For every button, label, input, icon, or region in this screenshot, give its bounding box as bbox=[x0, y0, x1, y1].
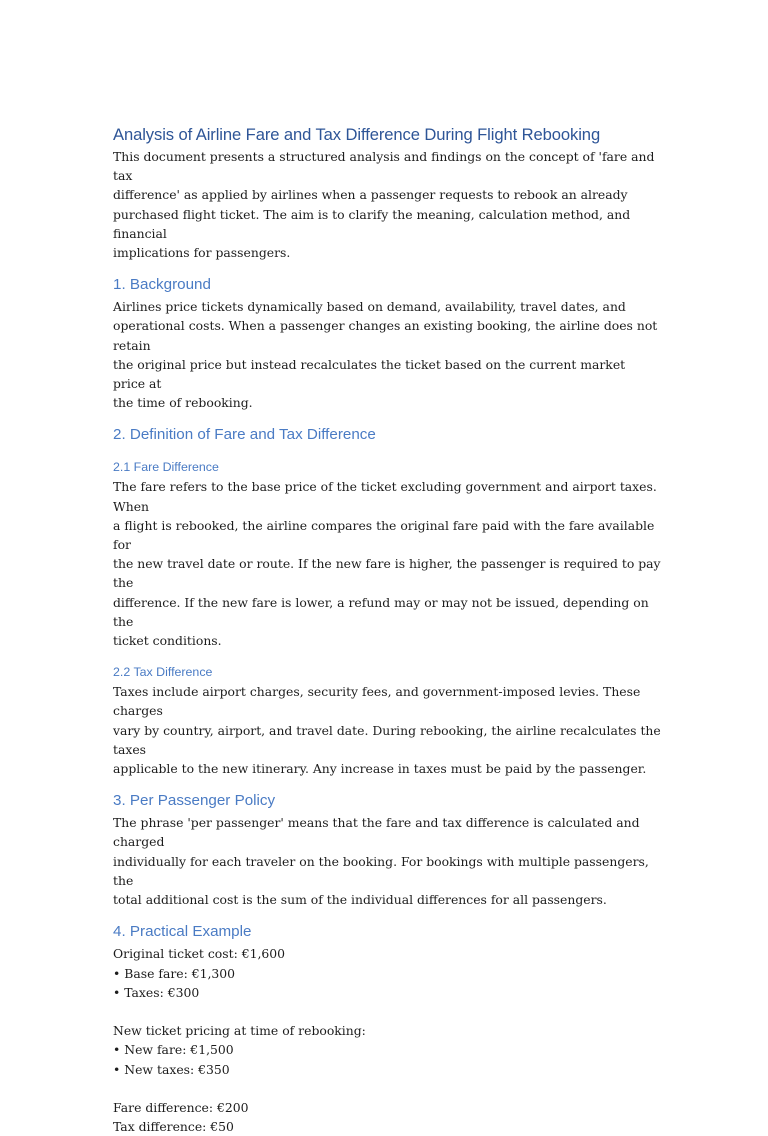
spacer bbox=[113, 1079, 661, 1098]
example-differences: Fare difference: €200 Tax difference: €50 bbox=[113, 1099, 249, 1135]
document-title: Analysis of Airline Fare and Tax Difference During Flight Rebooking bbox=[113, 125, 601, 144]
policy-paragraph: The phrase 'per passenger' means that the fare and tax difference is calculated and charged individually for each traveler on the booking. For bookings with multiple passengers, the total additional cost is the sum of the individual differences for all passengers. bbox=[113, 815, 649, 908]
section-heading-policy: 3. Per Passenger Policy bbox=[113, 792, 276, 810]
section-heading-example: 4. Practical Example bbox=[113, 923, 252, 941]
fare-difference-paragraph: The fare refers to the base price of the ticket excluding government and airport taxes. When a flight is rebooked, the airline compares the original fare paid with the fare available for the new travel date or route. If the new fare is higher, the passenger is required to pay the difference. If the new fare is lower, a refund may or may not be issued, depending on the ticket conditions. bbox=[113, 479, 661, 649]
example-original-cost: Original ticket cost: €1,600 • Base fare: €1,300 • Taxes: €300 bbox=[113, 946, 286, 1000]
tax-difference-paragraph: Taxes include airport charges, security fees, and government-imposed levies. These charges vary by country, airport, and travel date. During rebooking, the airline recalculates the taxes applicable to the new itinerary. Any increase in taxes must be paid by the passenger. bbox=[113, 684, 661, 777]
document-page bbox=[113, 124, 661, 1136]
background-paragraph: Airlines price tickets dynamically based on demand, availability, travel dates, and operational costs. When a passenger changes an existing booking, the airline does not retain the original price but instead recalculates the ticket based on the current market price at the time of rebooking. bbox=[113, 299, 658, 411]
example-new-pricing: New ticket pricing at time of rebooking: • New fare: €1,500 • New taxes: €350 bbox=[113, 1023, 366, 1077]
subsection-heading-fare-difference: 2.1 Fare Difference bbox=[113, 460, 219, 475]
section-heading-definition: 2. Definition of Fare and Tax Difference bbox=[113, 426, 376, 444]
section-heading-background: 1. Background bbox=[113, 276, 211, 294]
subsection-heading-tax-difference: 2.2 Tax Difference bbox=[113, 665, 213, 680]
intro-paragraph: This document presents a structured analysis and findings on the concept of 'fare and tax difference' as applied by airlines when a passenger requests to rebook an already purchased flight ticket. The aim is to clarify the meaning, calculation method, and financial implications for passengers. bbox=[113, 149, 655, 261]
spacer bbox=[113, 1002, 661, 1021]
